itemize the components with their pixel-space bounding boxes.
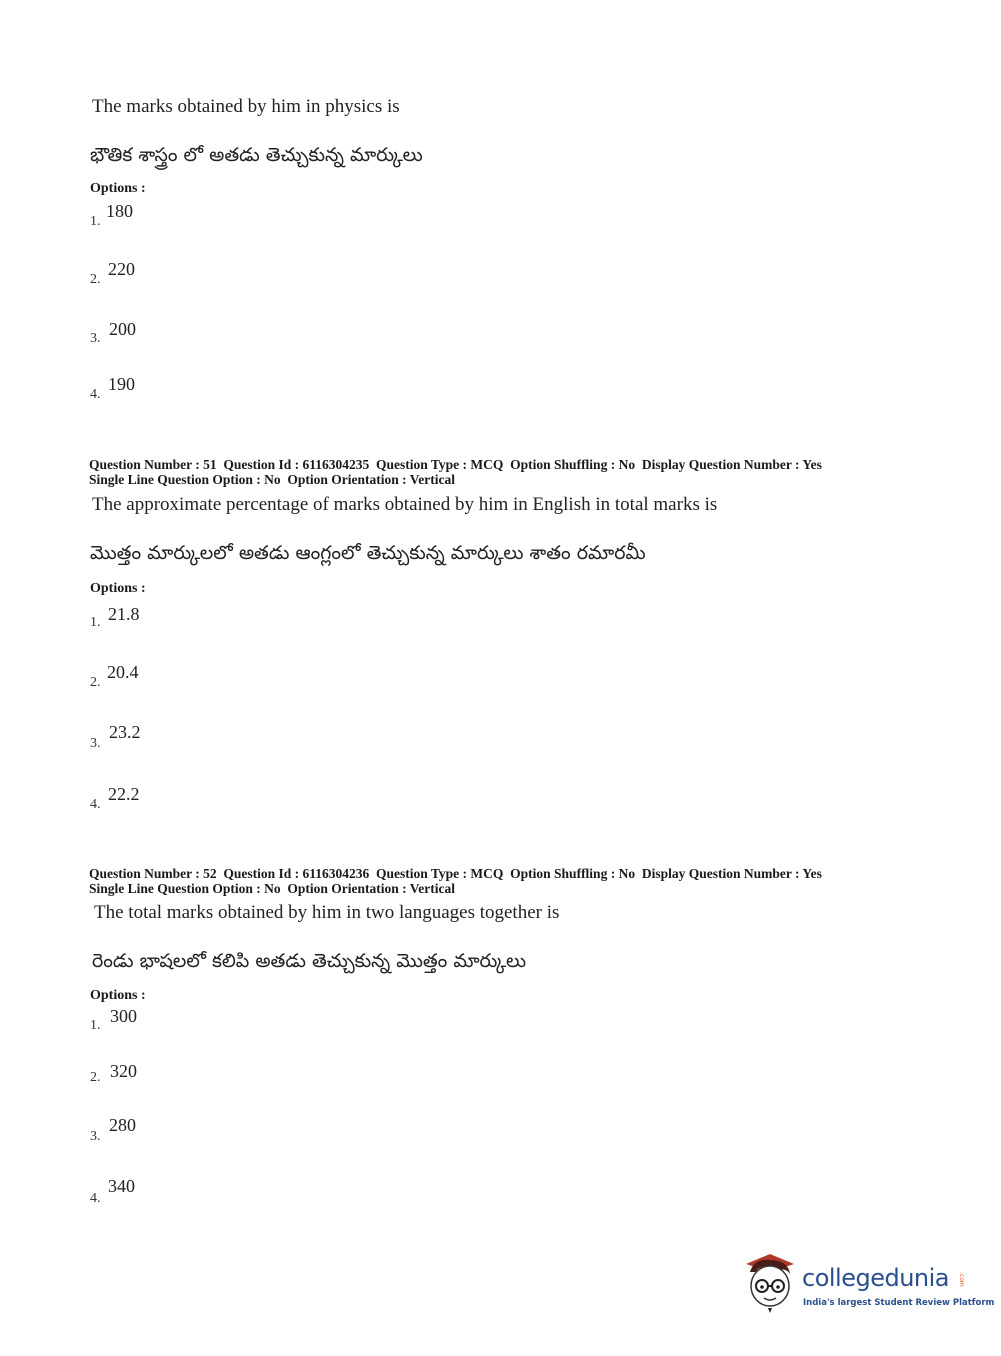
q50-option-4-number: 4. <box>90 387 101 402</box>
q52-option-2-value[interactable]: 320 <box>110 1061 137 1081</box>
q52-option-3-number: 3. <box>90 1129 101 1144</box>
q50-option-3-value[interactable]: 200 <box>109 319 136 339</box>
q50-option-1-value[interactable]: 180 <box>106 201 133 221</box>
q51-option-1-value[interactable]: 21.8 <box>108 604 140 624</box>
question-52-meta <box>89 866 822 896</box>
q50-option-2-value[interactable]: 220 <box>108 259 135 279</box>
q51-option-1-number: 1. <box>90 615 101 630</box>
question-51-telugu: మొత్తం మార్కులలో అతడు ఆంగ్లంలో తెచ్చుకున్న మార్కులు శాతం రమారమీ <box>90 542 646 564</box>
q51-option-2-value[interactable]: 20.4 <box>107 662 139 682</box>
q51-option-3-value[interactable]: 23.2 <box>109 722 141 742</box>
question-50-telugu: భౌతిక శాస్త్రం లో అతడు తెచ్చుకున్న మార్కులు <box>90 144 423 166</box>
question-51-english: The approximate percentage of marks obtained by him in English in total marks is <box>92 494 718 515</box>
q50-option-3-number: 3. <box>90 331 101 346</box>
logo-tagline: India's largest Student Review Platform <box>803 1298 995 1308</box>
question-50-options-label: Options : <box>90 181 146 196</box>
question-51-meta-line-2: Single Line Question Option : No Option Orientation : Vertical <box>89 472 456 487</box>
logo-wordmark: collegedunia <box>802 1264 950 1292</box>
q52-option-3-value[interactable]: 280 <box>109 1115 136 1135</box>
question-52-english: The total marks obtained by him in two languages together is <box>94 902 560 923</box>
q52-option-1-number: 1. <box>90 1018 101 1033</box>
question-52-meta-line-1: Question Number : 52 Question Id : 6116304236 Question Type : MCQ Option Shuffling : No Display Question Number : Yes <box>89 866 822 881</box>
q52-option-4-value[interactable]: 340 <box>108 1176 135 1196</box>
q52-option-1-value[interactable]: 300 <box>110 1006 137 1026</box>
q50-option-1-number: 1. <box>90 214 101 229</box>
question-52-options-label: Options : <box>90 988 146 1003</box>
q50-option-4-value[interactable]: 190 <box>108 374 135 394</box>
question-51-options-label: Options : <box>90 581 146 596</box>
logo-com-suffix: .com <box>958 1272 965 1287</box>
question-51-meta <box>89 457 822 487</box>
q52-option-2-number: 2. <box>90 1070 101 1085</box>
question-51-meta-line-1: Question Number : 51 Question Id : 6116304235 Question Type : MCQ Option Shuffling : No Display Question Number : Yes <box>89 457 822 472</box>
q51-option-4-value[interactable]: 22.2 <box>108 784 140 804</box>
question-52-meta-line-2: Single Line Question Option : No Option Orientation : Vertical <box>89 881 456 896</box>
q51-option-4-number: 4. <box>90 797 101 812</box>
q52-option-4-number: 4. <box>90 1191 101 1206</box>
q51-option-3-number: 3. <box>90 736 101 751</box>
q50-option-2-number: 2. <box>90 272 101 287</box>
question-50-english: The marks obtained by him in physics is <box>92 96 400 117</box>
question-52-telugu: రెండు భాషలలో కలిపి అతడు తెచ్చుకున్న మొత్తం మార్కులు <box>92 950 527 972</box>
mascot-face-icon <box>740 1250 800 1314</box>
collegedunia-logo[interactable] <box>740 1250 995 1320</box>
q51-option-2-number: 2. <box>90 675 101 690</box>
